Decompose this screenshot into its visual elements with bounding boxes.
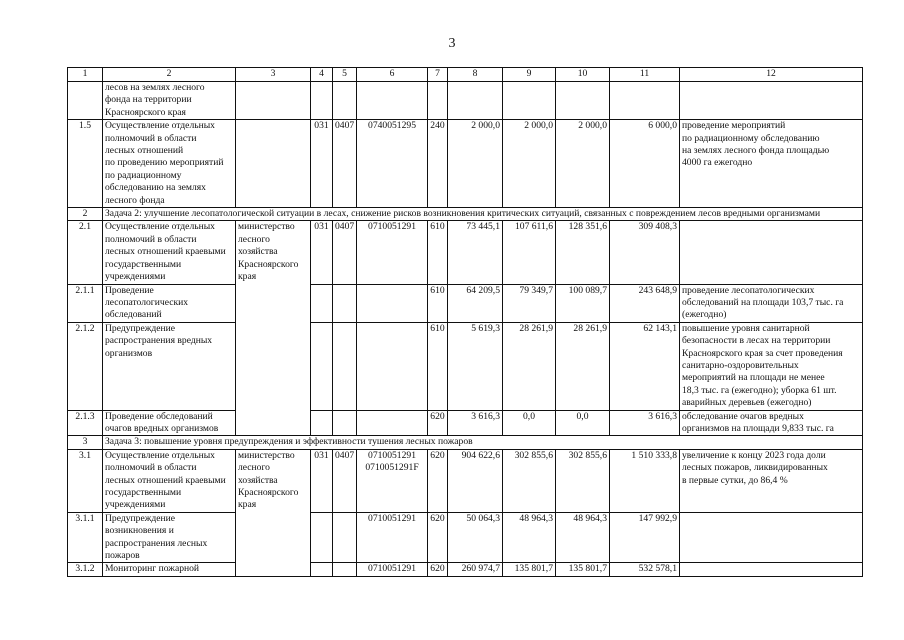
cell-amount: 128 351,6 [556,221,610,284]
cell-name: лесов на землях лесного фонда на территории Красноярского края [103,82,236,120]
cell-name: Предупреждение распространения вредных организмов [103,322,236,410]
header-row [68,68,863,82]
cell-grbs: 031 [311,449,333,512]
cell-section: 0407 [333,120,357,208]
cell-target: 0710051291 [357,563,428,576]
cell-amount: 0,0 [556,410,610,436]
cell-grbs: 031 [311,221,333,284]
cell-name: Осуществление отдельных полномочий в области лесных отношений по проведению мероприятий по радиационному обследованию на землях лесного фонда [103,120,236,208]
header-cell: 10 [556,68,610,82]
cell-result: повышение уровня санитарной безопасности в лесах на территории Красноярского края за счет проведения санитарно-оздоровительных мероприятий на площади не менее 18,3 тыс. га (ежегодно); уборка 61 шт. аварийных деревьев (ежегодно) [680,322,863,410]
cell-amount: 532 578,1 [610,563,680,576]
cell-name: Проведение обследований очагов вредных организмов [103,410,236,436]
table-row [68,410,863,436]
cell-amount: 243 648,9 [610,284,680,322]
cell-number: 2.1.3 [68,410,103,436]
cell-amount: 2 000,0 [448,120,503,208]
header-cell: 3 [236,68,311,82]
cell-amount: 3 616,3 [448,410,503,436]
cell-amount: 260 974,7 [448,563,503,576]
table-row [68,563,863,576]
cell-amount: 147 992,9 [610,512,680,563]
cell-number: 3.1.2 [68,563,103,576]
cell-section: 0407 [333,449,357,512]
cell-amount: 28 261,9 [503,322,556,410]
cell-type: 620 [428,563,448,576]
table-row [68,221,863,284]
cell-executor: министерство лесного хозяйства Красноярского края [236,221,311,436]
cell-amount: 135 801,7 [503,563,556,576]
cell-type: 620 [428,512,448,563]
cell-amount: 135 801,7 [556,563,610,576]
cell-amount: 79 349,7 [503,284,556,322]
cell-number: 3.1.1 [68,512,103,563]
cell-amount: 309 408,3 [610,221,680,284]
cell-amount: 302 855,6 [503,449,556,512]
header-cell: 6 [357,68,428,82]
cell-amount: 107 611,6 [503,221,556,284]
cell-amount: 28 261,9 [556,322,610,410]
cell-amount: 62 143,1 [610,322,680,410]
budget-table [67,67,863,577]
header-cell: 9 [503,68,556,82]
table-row [68,449,863,512]
header-cell: 7 [428,68,448,82]
cell-amount: 1 510 333,8 [610,449,680,512]
cell-result: обследование очагов вредных организмов на площади 9,833 тыс. га [680,410,863,436]
header-cell: 1 [68,68,103,82]
cell-name: Мониторинг пожарной [103,563,236,576]
cell-grbs: 031 [311,120,333,208]
cell-amount: 100 089,7 [556,284,610,322]
cell-amount: 2 000,0 [556,120,610,208]
cell-amount: 50 064,3 [448,512,503,563]
cell-type: 610 [428,284,448,322]
cell-executor: министерство лесного хозяйства Красноярского края [236,449,311,576]
cell-type: 240 [428,120,448,208]
cell-number: 1.5 [68,120,103,208]
header-cell: 5 [333,68,357,82]
cell-number: 2 [68,208,103,221]
cell-amount: 48 964,3 [503,512,556,563]
cell-result: увеличение к концу 2023 года доли лесных пожаров, ликвидированных в первые сутки, до 86,4 % [680,449,863,512]
page-number: 3 [448,36,456,51]
cell-name: Осуществление отдельных полномочий в области лесных отношений краевыми государственными учреждениями [103,221,236,284]
cell-amount: 2 000,0 [503,120,556,208]
table-row [68,436,863,449]
cell-target: 0740051295 [357,120,428,208]
cell-amount: 48 964,3 [556,512,610,563]
table-row [68,82,863,120]
header-cell: 8 [448,68,503,82]
cell-section: 0407 [333,221,357,284]
cell-number: 3 [68,436,103,449]
task-title: Задача 2: улучшение лесопатологической ситуации в лесах, снижение рисков возникновения критических ситуаций, связанных с повреждением лесов вредными организмами [103,208,863,221]
header-cell: 12 [680,68,863,82]
task-title: Задача 3: повышение уровня предупреждения и эффективности тушения лесных пожаров [103,436,863,449]
cell-target: 0710051291 0710051291F [357,449,428,512]
cell-amount: 302 855,6 [556,449,610,512]
cell-result: проведение лесопатологических обследований на площади 103,7 тыс. га (ежегодно) [680,284,863,322]
cell-amount: 73 445,1 [448,221,503,284]
cell-target: 0710051291 [357,221,428,284]
header-cell: 11 [610,68,680,82]
cell-amount: 64 209,5 [448,284,503,322]
header-cell: 4 [311,68,333,82]
cell-amount: 3 616,3 [610,410,680,436]
cell-name: Проведение лесопатологических обследований [103,284,236,322]
cell-amount: 6 000,0 [610,120,680,208]
cell-name: Предупреждение возникновения и распространения лесных пожаров [103,512,236,563]
cell-target: 0710051291 [357,512,428,563]
cell-amount: 0,0 [503,410,556,436]
cell-name: Осуществление отдельных полномочий в области лесных отношений краевыми государственными учреждениями [103,449,236,512]
table-row [68,512,863,563]
cell-type: 620 [428,449,448,512]
header-cell: 2 [103,68,236,82]
cell-result: проведение мероприятий по радиационному обследованию на землях лесного фонда площадью 4000 га ежегодно [680,120,863,208]
cell-number: 2.1.1 [68,284,103,322]
cell-amount: 5 619,3 [448,322,503,410]
table-row [68,284,863,322]
cell-type: 620 [428,410,448,436]
table-row [68,120,863,208]
table-row [68,322,863,410]
cell-number: 3.1 [68,449,103,512]
table-row [68,208,863,221]
cell-type: 610 [428,221,448,284]
cell-number: 2.1.2 [68,322,103,410]
cell-amount: 904 622,6 [448,449,503,512]
cell-type: 610 [428,322,448,410]
cell-number: 2.1 [68,221,103,284]
